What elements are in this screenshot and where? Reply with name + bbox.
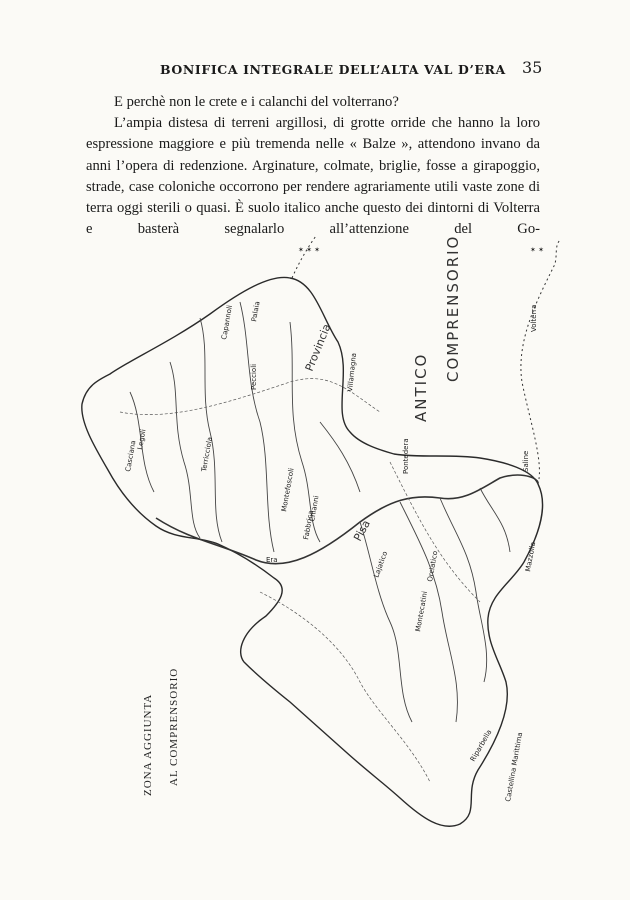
- place-peccioli: Peccioli: [250, 363, 258, 390]
- zone-caption: [137, 620, 187, 800]
- river-era: [156, 475, 538, 564]
- place-chianni: Chianni: [308, 494, 321, 523]
- place-lajatico: Lajatico: [372, 550, 390, 579]
- label-provincia: Provincia: [302, 322, 334, 374]
- body-text: [86, 92, 540, 240]
- zone-caption-line1: ZONA AGGIUNTA: [142, 693, 154, 796]
- label-comprensorio: COMPRENSORIO: [444, 234, 462, 382]
- place-volterra: Volterra: [530, 304, 538, 332]
- place-fabbrica: Fabbrica: [302, 509, 316, 541]
- paragraph-balze: L’ampia distesa di terreni argillosi, di grotte orride che hanno la loro espressione maggiore e più tremenda nelle « Balze », attendono invano da anni l’opera di redenzione. Arginature, colmate, briglie, fosse a girapoggio, strade, case coloniche occorrono per rendere agrariamente utili vaste zone di terra oggi sterili o quasi. È suolo italico anche questo dei dintorni di Volterra e basterà segnalarlo all’attenzione del Go-: [86, 115, 540, 238]
- place-era: Era: [266, 556, 278, 564]
- label-antico: ANTICO: [412, 352, 430, 422]
- place-montefoscoli: Montefoscoli: [280, 467, 296, 513]
- map-crosses: [298, 246, 544, 254]
- paragraph-question: E perchè non le crete e i calanchi del volterrano?: [114, 94, 399, 110]
- place-legoli: Legoli: [136, 428, 148, 451]
- place-orciatico: Orciatico: [426, 550, 440, 583]
- svg-text:✶ ✶ ✶: ✶ ✶ ✶: [298, 246, 321, 254]
- place-palaia: Palaia: [250, 300, 262, 323]
- place-saline: Saline: [522, 450, 530, 472]
- place-capannoli: Capannoli: [220, 304, 235, 341]
- place-villamagna: Villamagna: [346, 352, 359, 393]
- place-montecatini: Montecatini: [414, 590, 430, 633]
- place-castellina: Castellina Marittima: [504, 731, 525, 803]
- place-riparbella: Riparbella: [468, 728, 494, 763]
- place-casciana: Casciana: [124, 439, 138, 473]
- page-number: 35: [522, 58, 543, 77]
- label-pisa: Pisa: [351, 517, 373, 544]
- zone-caption-line2: AL COMPRENSORIO: [168, 667, 180, 786]
- running-title: BONIFICA INTEGRALE DELL’ALTA VAL D’ERA: [160, 62, 506, 77]
- place-pontedera: Pontedera: [402, 438, 410, 474]
- place-mazzolla: Mazzolla: [524, 541, 538, 573]
- place-terricciola: Terricciola: [200, 436, 215, 473]
- svg-text:✶ ✶: ✶ ✶: [530, 246, 544, 254]
